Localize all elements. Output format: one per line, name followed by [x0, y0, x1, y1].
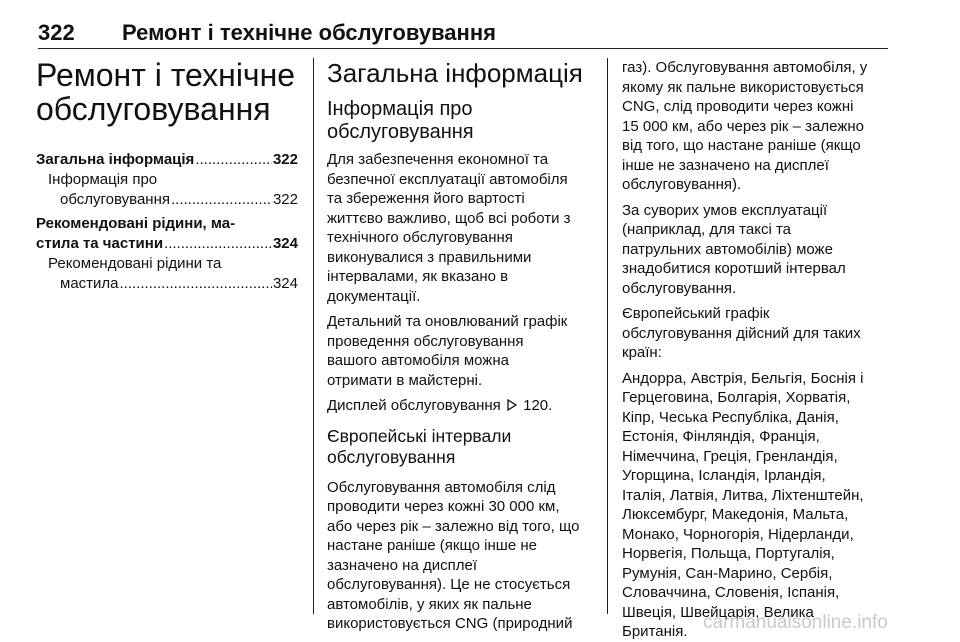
cross-reference-arrow-icon [507, 399, 517, 411]
toc-entry-title-cont: стила та частини [36, 235, 164, 252]
toc-leader-dots [195, 150, 272, 170]
country-list: Андорра, Австрія, Бельгія, Боснія і Герцеговина, Болгарія, Хорватія, Кіпр, Чеська Республіка, Данія, Естонія, Фінляндія, Франція, Німеччина, Греція, Гренландія, Угорщина, Ісландія, Ірландія, Італія, Латвія, Литва, Ліхтенштейн, Люксембург, Македонія, Мальта, Монако, Чорногорія, Нідерланди, Норвегія, Польща, Португалія, Румунія, Сан-Марино, Сербія, Словаччина, Словенія, Іспанія, Швеція, Швейцарія, Велика Британія. [622, 369, 864, 640]
subsection-title: Інформація про обслуговування [327, 98, 474, 143]
toc-sub-page: 324 [272, 275, 298, 292]
toc-sub-title-cont: обслуговування [60, 191, 170, 208]
toc-sub-title-cont: мастила [60, 275, 119, 292]
toc-sub-entry[interactable] [36, 254, 298, 294]
paragraph: Детальний та оновлюваний графік проведення обслуговування вашого автомобіля можна отримати в майстерні. [327, 313, 568, 389]
paragraph: За суворих умов експлуатації (наприклад, для таксі та патрульних автомобілів) може знадобитися коротший інтервал обслуговування. [622, 201, 846, 297]
toc-sub-line [48, 274, 298, 294]
toc-entry[interactable] [36, 214, 298, 294]
column-divider [313, 58, 314, 614]
column-divider [607, 58, 608, 614]
paragraph: Європейський графік обслуговування дійсний для таких країн: [622, 305, 861, 361]
paragraph: Для забезпечення економної та безпечної експлуатації автомобіля та збереження його вартості життєво важливо, щоб всі роботи з технічного обслуговування виконувалися з правильними інтервалами, як вказано в документації. [327, 151, 571, 305]
toc-entry-title: Загальна інформація [36, 151, 195, 168]
section-title: Загальна інформація [327, 58, 583, 88]
toc-leader-dots [120, 274, 272, 294]
paragraph: газ). Обслуговування автомобіля, у якому як пальне використовується CNG, слід проводити через кожні 15 000 км, або через рік – залежно від того, що настане раніше (якщо інше не зазначено на дисплеї обслуговування). [622, 59, 868, 193]
toc-column [36, 58, 298, 618]
watermark: carmanualsonline.info [703, 612, 888, 633]
toc-sub-line [48, 190, 298, 210]
toc-leader-dots [171, 190, 272, 210]
running-header-title: Ремонт і технічне обслуговування [122, 20, 496, 45]
cross-reference[interactable] [327, 396, 595, 416]
cross-reference-text: Дисплей обслуговування [327, 397, 501, 414]
main-column [327, 58, 595, 632]
chapter-title: Ремонт і технічне обслуговування [36, 57, 296, 127]
toc-main-line[interactable] [36, 150, 298, 170]
subsection-title: Європейські інтервали обслуговування [327, 425, 512, 467]
toc-entry-title: Рекомендовані рідини, ма- [36, 215, 236, 232]
toc-main-line[interactable] [36, 234, 298, 254]
toc-leader-dots [164, 234, 272, 254]
cross-reference-page: 120. [523, 397, 553, 414]
toc-sub-title: Інформація про [48, 171, 158, 188]
toc-sub-entry[interactable] [36, 170, 298, 210]
toc-sub-page: 322 [272, 191, 298, 208]
toc-entry[interactable] [36, 150, 298, 210]
page-number: 322 [38, 20, 75, 45]
paragraph: Обслуговування автомобіля слід проводити через кожні 30 000 км, або через рік – залежно від того, що настане раніше (якщо інше не зазначено на дисплеї обслуговування). Це не стосується автомобілів, у яких як пальне використовується CNG (природний [327, 478, 580, 632]
toc-entry-page: 322 [272, 151, 298, 168]
toc-sub-title: Рекомендовані рідини та [48, 255, 222, 272]
toc-entry-page: 324 [272, 235, 298, 252]
page-header [38, 14, 888, 49]
